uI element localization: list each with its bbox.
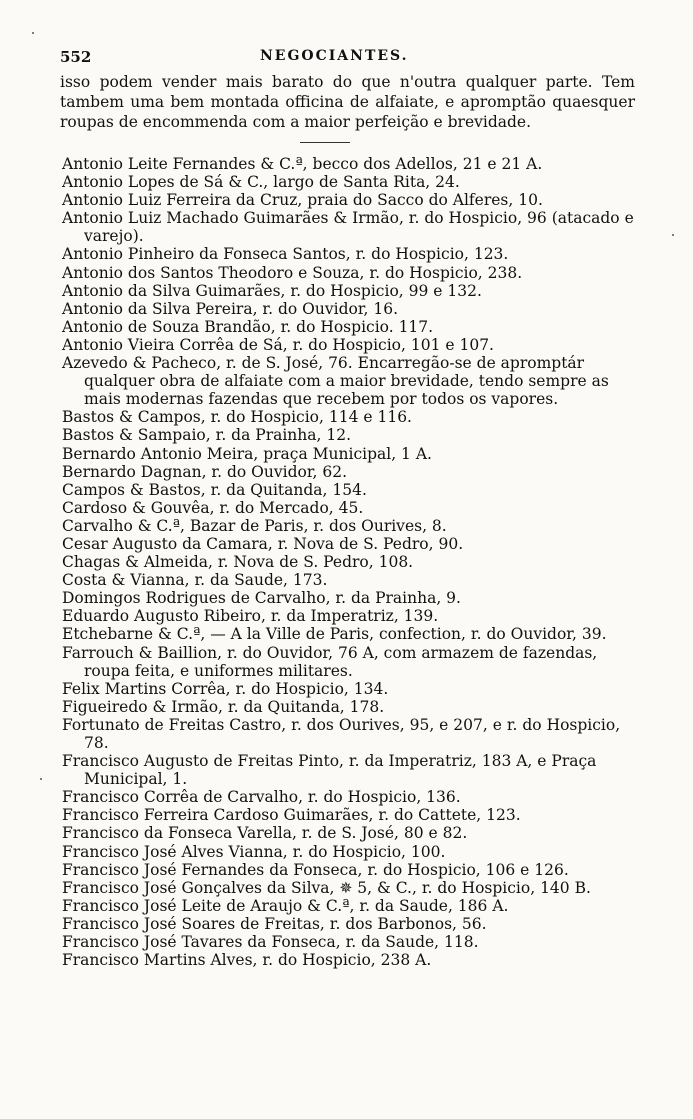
intro-paragraph: isso podem vender mais barato do que n'outra qualquer parte. Tem tambem uma bem montada officina de alfaiate, e apromptão quaesquer roupas de encommenda com a maior perfeição e brevidade.: [60, 73, 635, 131]
print-speck: [32, 32, 34, 34]
merchant-entry: Antonio Pinheiro da Fonseca Santos, r. do Hospicio, 123.: [62, 245, 509, 264]
merchant-entry: Bastos & Sampaio, r. da Prainha, 12.: [62, 426, 352, 445]
merchant-entry: Bernardo Dagnan, r. do Ouvidor, 62.: [62, 462, 348, 481]
merchant-entry: Cesar Augusto da Camara, r. Nova de S. Pedro, 90.: [62, 534, 464, 553]
merchant-entry: Francisco José Leite de Araujo & C.ª, r. da Saude, 186 A.: [62, 896, 509, 915]
merchant-entry: Francisco José Fernandes da Fonseca, r. do Hospicio, 106 e 126.: [62, 860, 569, 879]
merchant-entry: Antonio Leite Fernandes & C.ª, becco dos Adellos, 21 e 21 A.: [62, 155, 543, 173]
merchant-entry: Antonio de Souza Brandão, r. do Hospicio. 117.: [62, 317, 434, 336]
merchant-entry: Antonio dos Santos Theodoro e Souza, r. do Hospicio, 238.: [62, 263, 523, 282]
merchant-entry: Francisco José Alves Vianna, r. do Hospicio, 100.: [62, 842, 446, 861]
merchant-entry: Farrouch & Baillion, r. do Ouvidor, 76 A, com armazem de fazendas, roupa feita, e uniformes militares.: [62, 643, 598, 680]
merchant-entry: Azevedo & Pacheco, r. de S. José, 76. Encarregão-se de apromptár qualquer obra de alfaiate com a maior brevidade, tendo sempre as mais modernas fazendas que recebem por todos os vapores.: [62, 354, 609, 409]
merchant-entry: Francisco Martins Alves, r. do Hospicio, 238 A.: [62, 951, 432, 970]
running-title: NEGOCIANTES.: [260, 48, 409, 64]
merchant-entry: Felix Martins Corrêa, r. do Hospicio, 134.: [62, 679, 389, 698]
merchant-entry: Carvalho & C.ª, Bazar de Paris, r. dos Ourives, 8.: [62, 516, 447, 535]
page-header: [60, 48, 638, 70]
section-divider: [300, 142, 350, 143]
merchant-entry: Eduardo Augusto Ribeiro, r. da Imperatriz, 139.: [62, 607, 439, 626]
merchant-entry: Domingos Rodrigues de Carvalho, r. da Prainha, 9.: [62, 589, 461, 608]
print-speck: [40, 778, 42, 780]
merchant-entry: Francisco Augusto de Freitas Pinto, r. da Imperatriz, 183 A, e Praça Municipal, 1.: [62, 752, 597, 789]
merchant-entry: Francisco José Tavares da Fonseca, r. da Saude, 118.: [62, 933, 479, 952]
merchant-entry: Francisco José Soares de Freitas, r. dos Barbonos, 56.: [62, 914, 487, 933]
merchant-entry: Bastos & Campos, r. do Hospicio, 114 e 116.: [62, 408, 412, 427]
page-number: 552: [60, 48, 92, 66]
merchant-entry: Figueiredo & Irmão, r. da Quitanda, 178.: [62, 697, 385, 716]
merchant-entry: Francisco Corrêa de Carvalho, r. do Hospicio, 136.: [62, 788, 461, 807]
merchant-entry: Chagas & Almeida, r. Nova de S. Pedro, 108.: [62, 553, 414, 572]
merchant-entry: Costa & Vianna, r. da Saude, 173.: [62, 571, 328, 590]
merchant-entry: Francisco José Gonçalves da Silva, ✵ 5, & C., r. do Hospicio, 140 B.: [62, 878, 591, 897]
merchant-entry: Antonio Lopes de Sá & C., largo de Santa Rita, 24.: [62, 173, 460, 192]
merchant-entry: Antonio da Silva Guimarães, r. do Hospicio, 99 e 132.: [62, 281, 482, 300]
merchant-entry: Antonio Luiz Machado Guimarães & Irmão, r. do Hospicio, 96 (atacado e varejo).: [62, 209, 634, 246]
merchant-entry: Etchebarne & C.ª, — A la Ville de Paris, confection, r. do Ouvidor, 39.: [62, 625, 607, 644]
merchant-entry: Antonio Luiz Ferreira da Cruz, praia do Sacco do Alferes, 10.: [62, 191, 543, 210]
merchant-entry: Cardoso & Gouvêa, r. do Mercado, 45.: [62, 498, 364, 517]
merchant-entry: Fortunato de Freitas Castro, r. dos Ourives, 95, e 207, e r. do Hospicio, 78.: [62, 715, 621, 752]
merchant-entry: Antonio Vieira Corrêa de Sá, r. do Hospicio, 101 e 107.: [62, 335, 494, 354]
merchant-entry: Campos & Bastos, r. da Quitanda, 154.: [62, 480, 367, 499]
merchant-entry: Francisco da Fonseca Varella, r. de S. José, 80 e 82.: [62, 824, 468, 843]
merchant-entry: Bernardo Antonio Meira, praça Municipal, 1 A.: [62, 444, 432, 463]
merchant-entry: Antonio da Silva Pereira, r. do Ouvidor, 16.: [62, 299, 399, 318]
merchant-list: [62, 155, 635, 969]
merchant-entry: Francisco Ferreira Cardoso Guimarães, r. do Cattete, 123.: [62, 806, 521, 825]
print-speck: [672, 234, 674, 236]
